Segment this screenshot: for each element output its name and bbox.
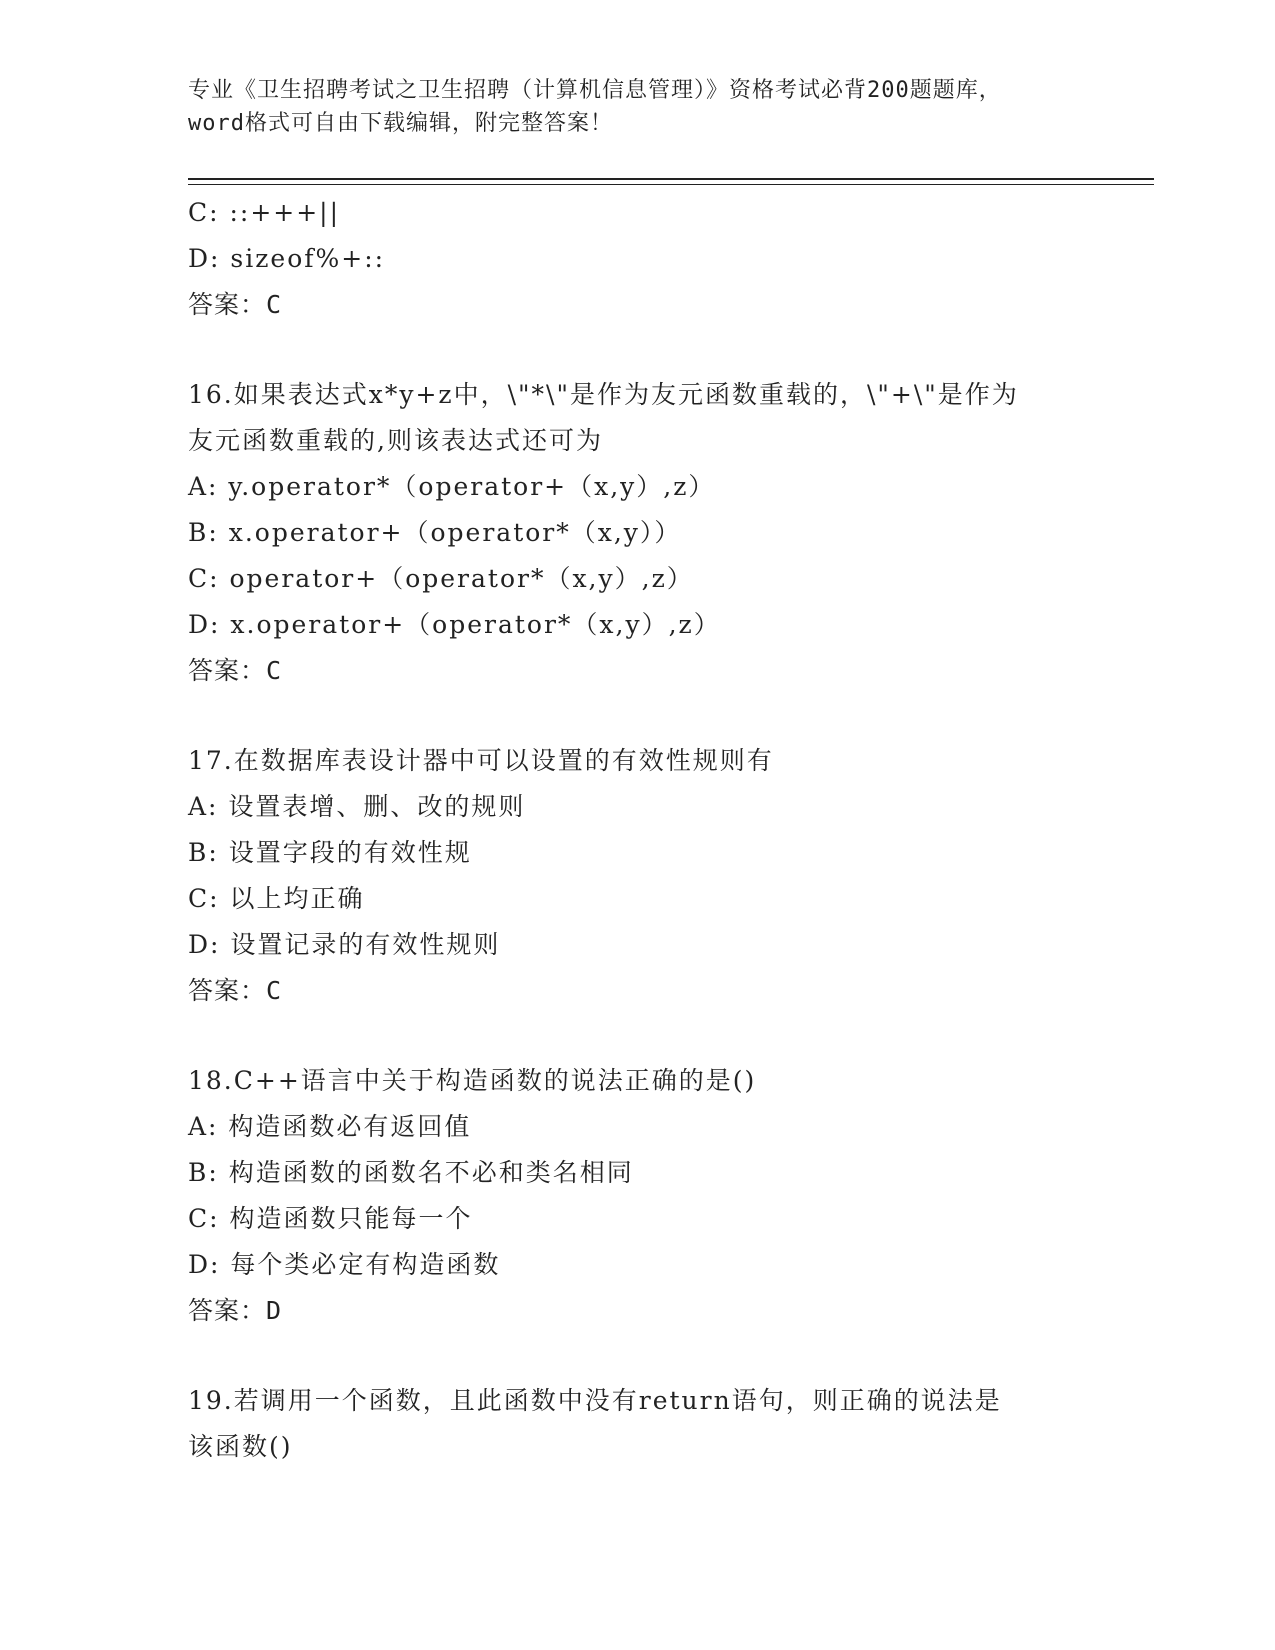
header-divider-thin: [188, 184, 1154, 185]
question-19: [188, 1378, 1088, 1470]
option-c: C: 以上均正确: [188, 884, 365, 913]
answer: 答案：C: [188, 656, 283, 685]
prev-option-d: D: sizeof%+::: [188, 244, 386, 273]
question-title-line: 16.如果表达式x*y+z中，\"*\"是作为友元函数重载的，\"+\"是作为: [188, 380, 1019, 409]
question-title-line: 19.若调用一个函数，且此函数中没有return语句，则正确的说法是: [188, 1386, 1002, 1415]
option-d: D: 设置记录的有效性规则: [188, 930, 501, 959]
option-a: A: y.operator*（operator+（x,y）,z）: [188, 472, 716, 501]
answer: 答案：D: [188, 1296, 283, 1325]
question-16: [188, 372, 1088, 694]
question-17: [188, 738, 1088, 1014]
question-title-line: 该函数(): [188, 1432, 293, 1461]
header-divider-thick: [188, 178, 1154, 180]
option-a: A: 设置表增、删、改的规则: [188, 792, 526, 821]
answer: 答案：C: [188, 976, 283, 1005]
header-line-1: 专业《卫生招聘考试之卫生招聘（计算机信息管理）》资格考试必背200题题库，: [188, 78, 1002, 103]
option-c: C: 构造函数只能每一个: [188, 1204, 473, 1233]
option-b: B: 设置字段的有效性规: [188, 838, 472, 867]
question-title-line: 18.C++语言中关于构造函数的说法正确的是(): [188, 1066, 757, 1095]
question-title-line: 友元函数重载的,则该表达式还可为: [188, 426, 603, 455]
prev-option-c: C: ::+++||: [188, 198, 341, 227]
option-b: B: 构造函数的函数名不必和类名相同: [188, 1158, 634, 1187]
question-content: [188, 190, 1088, 1470]
option-d: D: x.operator+（operator*（x,y）,z）: [188, 610, 721, 639]
option-c: C: operator+（operator*（x,y）,z）: [188, 564, 694, 593]
document-header: [188, 74, 1088, 140]
option-b: B: x.operator+（operator*（x,y））: [188, 518, 682, 547]
question-18: [188, 1058, 1088, 1334]
header-line-2: word格式可自由下载编辑，附完整答案！: [188, 111, 613, 136]
option-a: A: 构造函数必有返回值: [188, 1112, 472, 1141]
option-d: D: 每个类必定有构造函数: [188, 1250, 501, 1279]
prev-answer: 答案：C: [188, 290, 283, 319]
question-title-line: 17.在数据库表设计器中可以设置的有效性规则有: [188, 746, 774, 775]
